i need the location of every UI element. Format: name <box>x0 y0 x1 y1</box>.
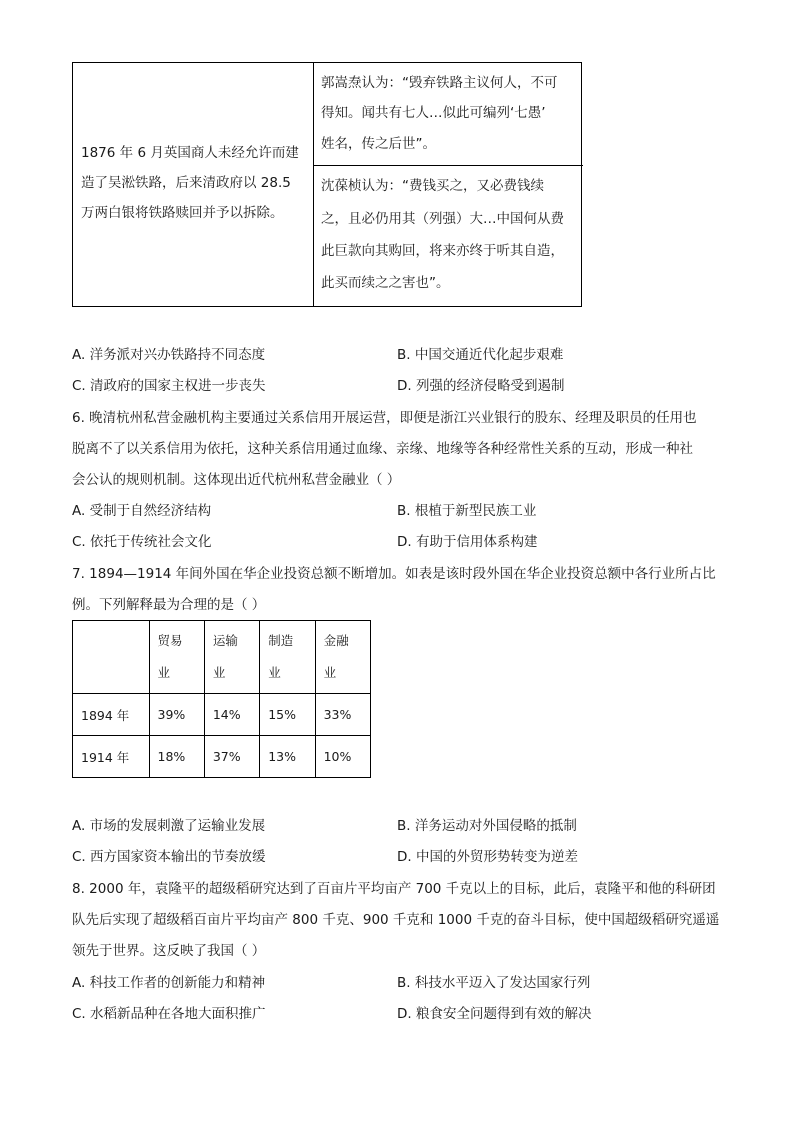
right-top-cell-line: 姓名，传之后世”。 <box>321 136 436 152</box>
table-header-row <box>73 621 371 694</box>
q8-stem-line: 8. 2000 年，袁隆平的超级稻研究达到了百亩片平均亩产 700 千克以上的目标，此后，袁隆平和他的科研团 <box>72 881 716 897</box>
q7-option-d[interactable]: D. 中国的外贸形势转变为逆差 <box>397 849 578 865</box>
table-cell: 10% <box>315 736 370 778</box>
q7-stem-line: 例。下列解释最为合理的是（ ） <box>72 597 266 613</box>
q8-option-a[interactable]: A. 科技工作者的创新能力和精神 <box>72 975 266 991</box>
q6-stem-line: 会公认的规则机制。这体现出近代杭州私营金融业（ ） <box>72 472 401 488</box>
table-cell: 15% <box>260 694 315 736</box>
q7-option-c[interactable]: C. 西方国家资本输出的节奏放缓 <box>72 849 266 865</box>
header-cell-manufacturing: 制造 业 <box>260 621 315 694</box>
table-cell: 14% <box>204 694 259 736</box>
header-cell-finance: 金融 业 <box>315 621 370 694</box>
right-bottom-cell-line: 沈葆桢认为：“费钱买之，又必费钱续 <box>321 178 544 194</box>
table-divider-vertical <box>313 63 314 306</box>
investment-ratio-table <box>72 620 371 778</box>
q5-option-d[interactable]: D. 列强的经济侵略受到遏制 <box>397 378 565 394</box>
table-row <box>73 694 371 736</box>
q7-option-b[interactable]: B. 洋务运动对外国侵略的抵制 <box>397 818 577 834</box>
q6-option-b[interactable]: B. 根植于新型民族工业 <box>397 503 537 519</box>
q6-option-a[interactable]: A. 受制于自然经济结构 <box>72 503 212 519</box>
q5-option-a[interactable]: A. 洋务派对兴办铁路持不同态度 <box>72 347 266 363</box>
q6-stem-line: 6. 晚清杭州私营金融机构主要通过关系信用开展运营，即便是浙江兴业银行的股东、经理及职员的任用也 <box>72 410 697 426</box>
left-cell-line: 1876 年 6 月英国商人未经允许而建 <box>81 145 299 161</box>
table-divider-horizontal <box>313 165 583 166</box>
header-cell-transport: 运输 业 <box>204 621 259 694</box>
q6-option-c[interactable]: C. 依托于传统社会文化 <box>72 534 212 550</box>
table-row <box>73 736 371 778</box>
q8-stem-line: 领先于世界。这反映了我国（ ） <box>72 943 266 959</box>
table-cell: 33% <box>315 694 370 736</box>
right-top-cell-line: 得知。闻共有七人…似此可编列‘七愚’ <box>321 105 546 121</box>
q8-option-d[interactable]: D. 粮食安全问题得到有效的解决 <box>397 1006 592 1022</box>
table-cell: 18% <box>149 736 204 778</box>
q6-stem-line: 脱离不了以关系信用为依托，这种关系信用通过血缘、亲缘、地缘等各种经常性关系的互动，形成一种社 <box>72 441 693 457</box>
left-cell-line: 万两白银将铁路赎回并予以拆除。 <box>81 205 284 221</box>
left-cell-line: 造了吴淞铁路，后来清政府以 28.5 <box>81 175 291 191</box>
table-cell: 39% <box>149 694 204 736</box>
right-bottom-cell-line: 之，且必仍用其（列强）大…中国何从费 <box>321 211 564 227</box>
q7-stem-line: 7. 1894—1914 年间外国在华企业投资总额不断增加。如表是该时段外国在华企业投资总额中各行业所占比 <box>72 566 716 582</box>
q5-option-b[interactable]: B. 中国交通近代化起步艰难 <box>397 347 564 363</box>
right-bottom-cell-line: 此巨款向其购回，将来亦终于听其自造， <box>321 243 564 259</box>
q8-option-c[interactable]: C. 水稻新品种在各地大面积推广 <box>72 1006 266 1022</box>
table-cell: 13% <box>260 736 315 778</box>
q8-option-b[interactable]: B. 科技水平迈入了发达国家行列 <box>397 975 591 991</box>
material-table <box>72 62 582 307</box>
q7-option-a[interactable]: A. 市场的发展刺激了运输业发展 <box>72 818 266 834</box>
q6-option-d[interactable]: D. 有助于信用体系构建 <box>397 534 538 550</box>
header-cell-trade: 贸易 业 <box>149 621 204 694</box>
q8-stem-line: 队先后实现了超级稻百亩片平均亩产 800 千克、900 千克和 1000 千克的奋斗目标，使中国超级稻研究遥遥 <box>72 912 720 928</box>
header-cell-empty <box>73 621 150 694</box>
table-cell: 37% <box>204 736 259 778</box>
table-cell-year: 1894 年 <box>73 694 150 736</box>
q5-option-c[interactable]: C. 清政府的国家主权进一步丧失 <box>72 378 266 394</box>
table-cell-year: 1914 年 <box>73 736 150 778</box>
right-bottom-cell-line: 此买而续之之害也”。 <box>321 275 450 291</box>
right-top-cell-line: 郭嵩焘认为：“毁弃铁路主议何人，不可 <box>321 75 558 91</box>
